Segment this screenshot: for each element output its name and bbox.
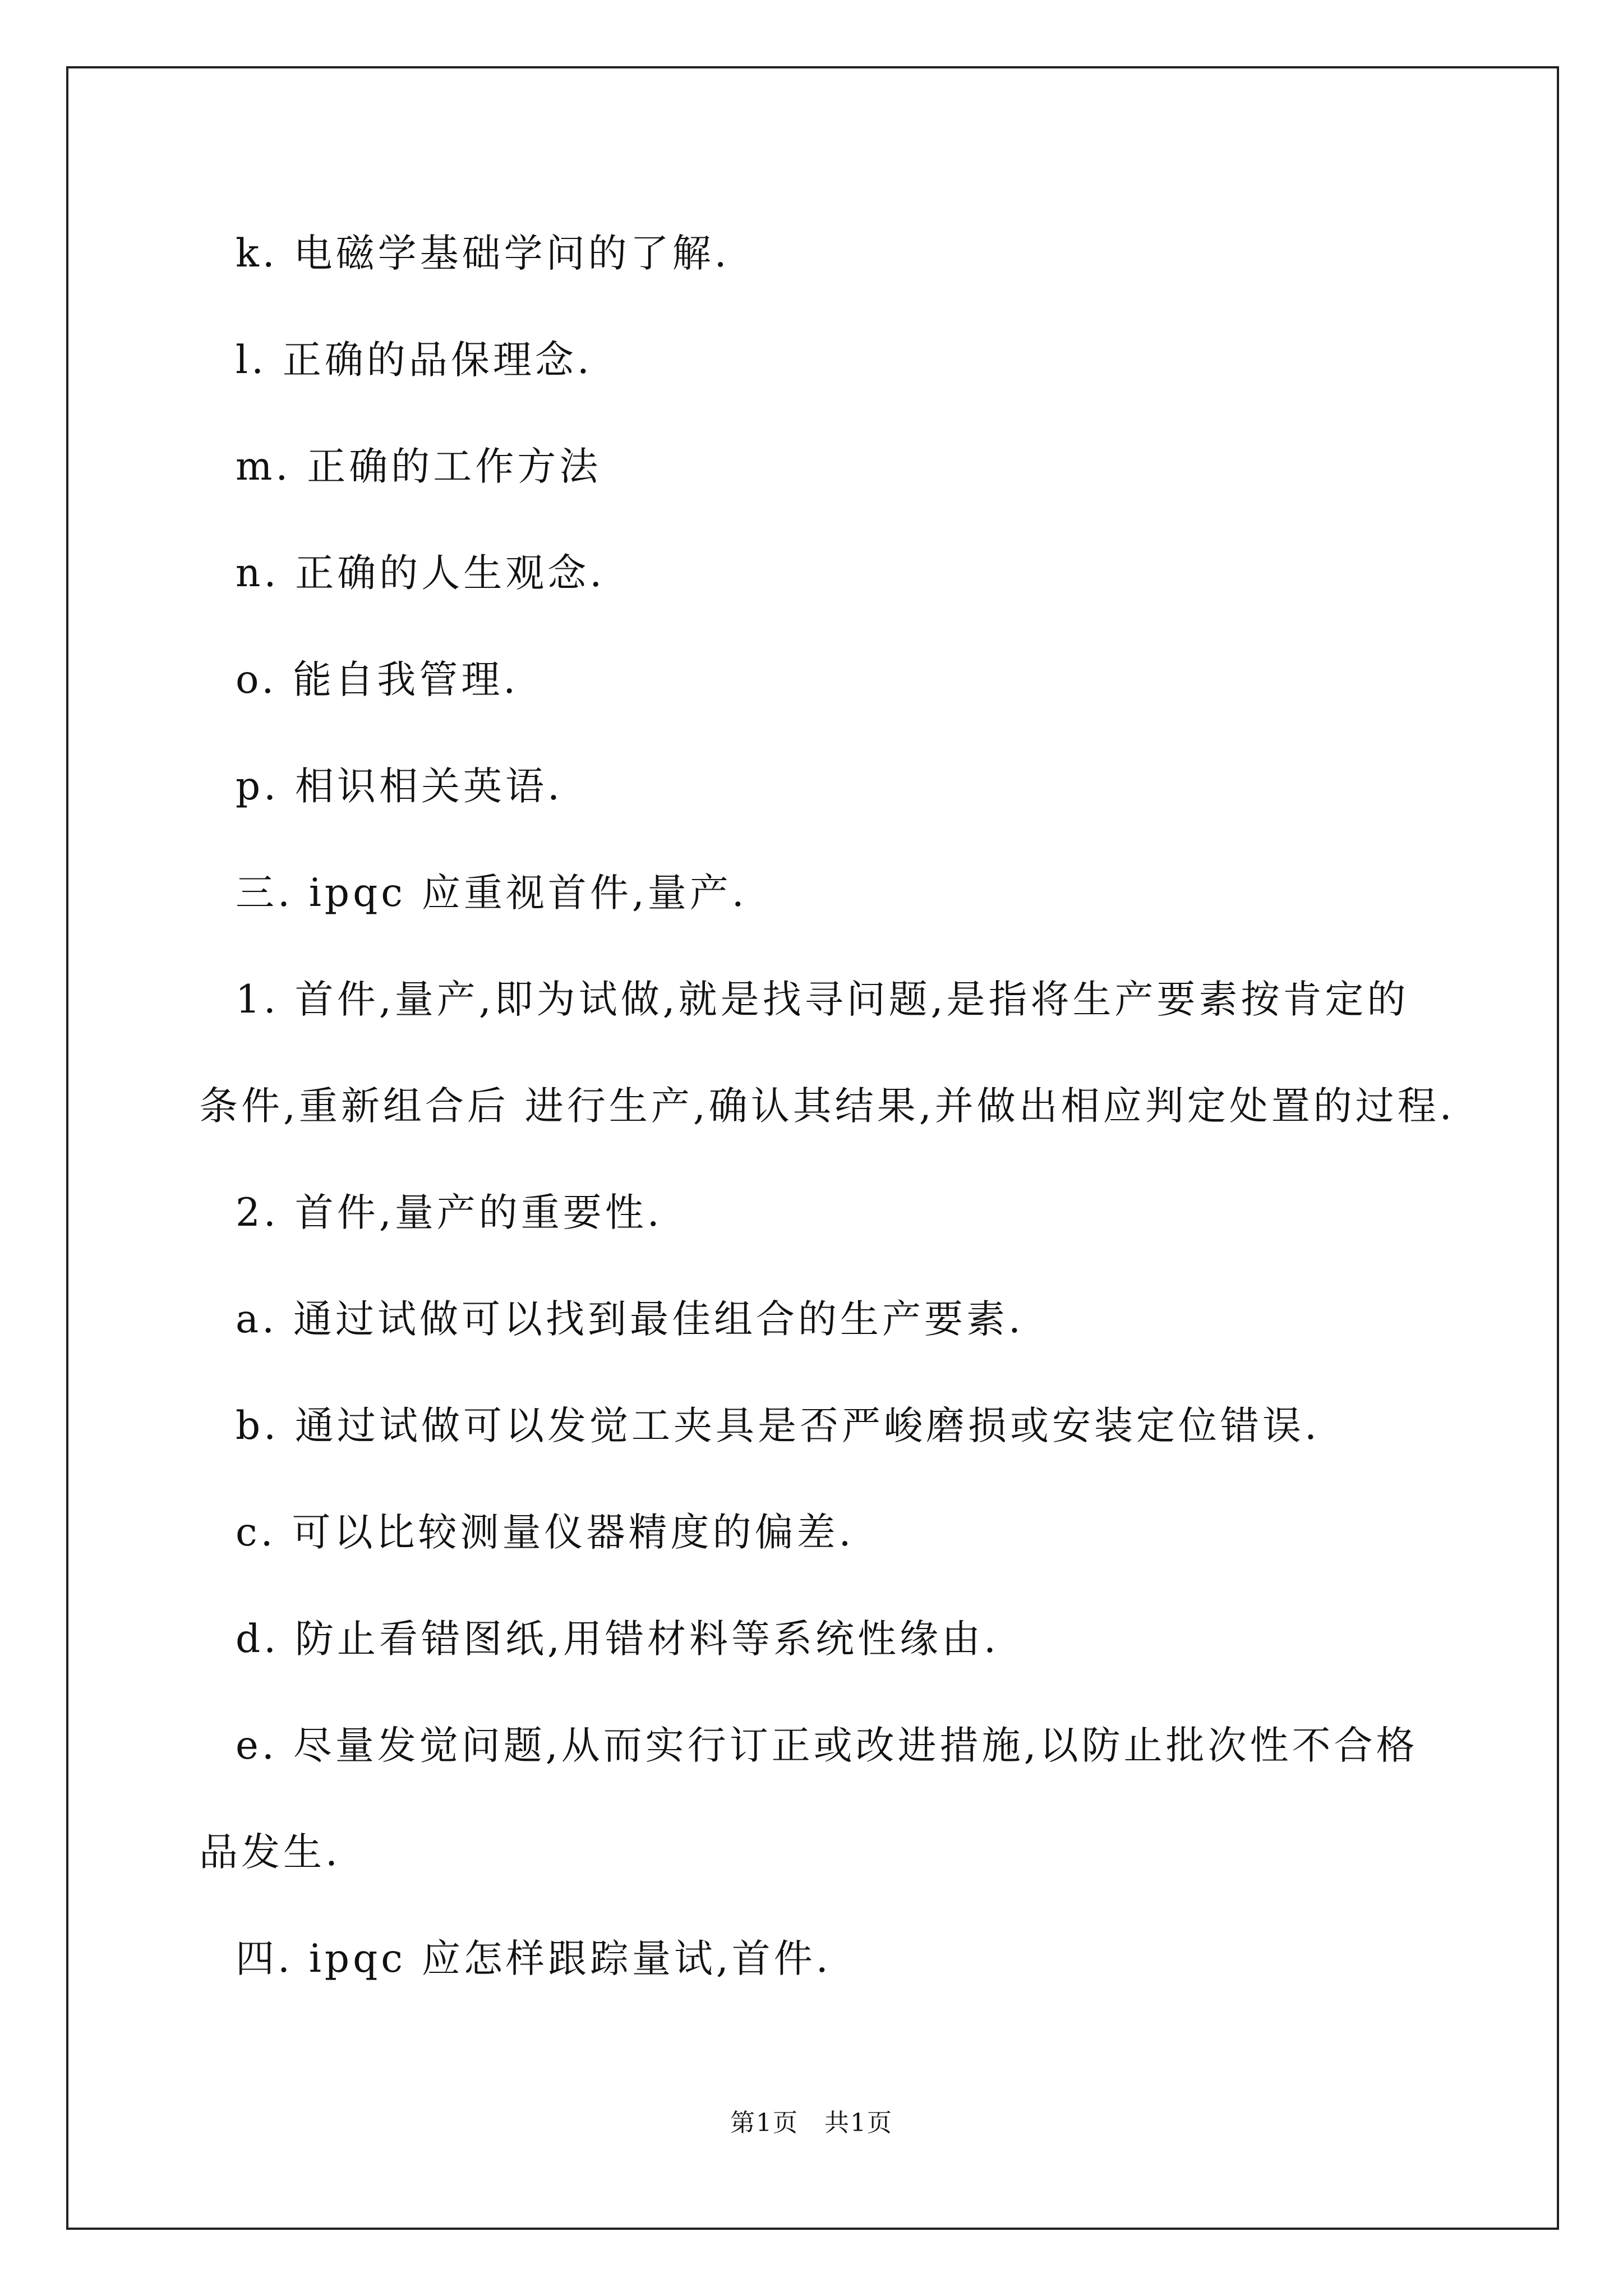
list-item-c: c. 可以比较测量仪器精度的偏差. — [236, 1510, 855, 1555]
list-item-m: m. 正确的工作方法 — [236, 444, 602, 489]
list-item-l: l. 正确的品保理念. — [236, 338, 593, 383]
page-footer: 第1页 共1页 — [730, 2109, 893, 2137]
list-item-p: p. 相识相关英语. — [236, 764, 563, 809]
list-item-o: o. 能自我管理. — [236, 657, 519, 702]
paragraph-1-line-2: 条件,重新组合后 进行生产,确认其结果,并做出相应判定处置的过程. — [199, 1084, 1455, 1129]
list-item-a: a. 通过试做可以找到最佳组合的生产要素. — [236, 1297, 1024, 1342]
section-heading-4: 四. ipqc 应怎样跟踪量试,首件. — [236, 1936, 832, 1981]
list-item-b: b. 通过试做可以发觉工夹具是否严峻磨损或安装定位错误. — [236, 1404, 1320, 1448]
paragraph-2-heading: 2. 首件,量产的重要性. — [236, 1190, 663, 1235]
section-heading-3: 三. ipqc 应重视首件,量产. — [236, 871, 748, 915]
list-item-d: d. 防止看错图纸,用错材料等系统性缘由. — [236, 1617, 999, 1662]
list-item-n: n. 正确的人生观念. — [236, 551, 606, 596]
paragraph-1-line-1: 1. 首件,量产,即为试做,就是找寻问题,是指将生产要素按肯定的 — [236, 977, 1409, 1022]
list-item-k: k. 电磁学基础学问的了解. — [236, 231, 730, 276]
list-item-e-line-2: 品发生. — [199, 1830, 341, 1875]
page-border — [66, 66, 1559, 2230]
list-item-e-line-1: e. 尽量发觉问题,从而实行订正或改进措施,以防止批次性不合格 — [236, 1723, 1418, 1768]
